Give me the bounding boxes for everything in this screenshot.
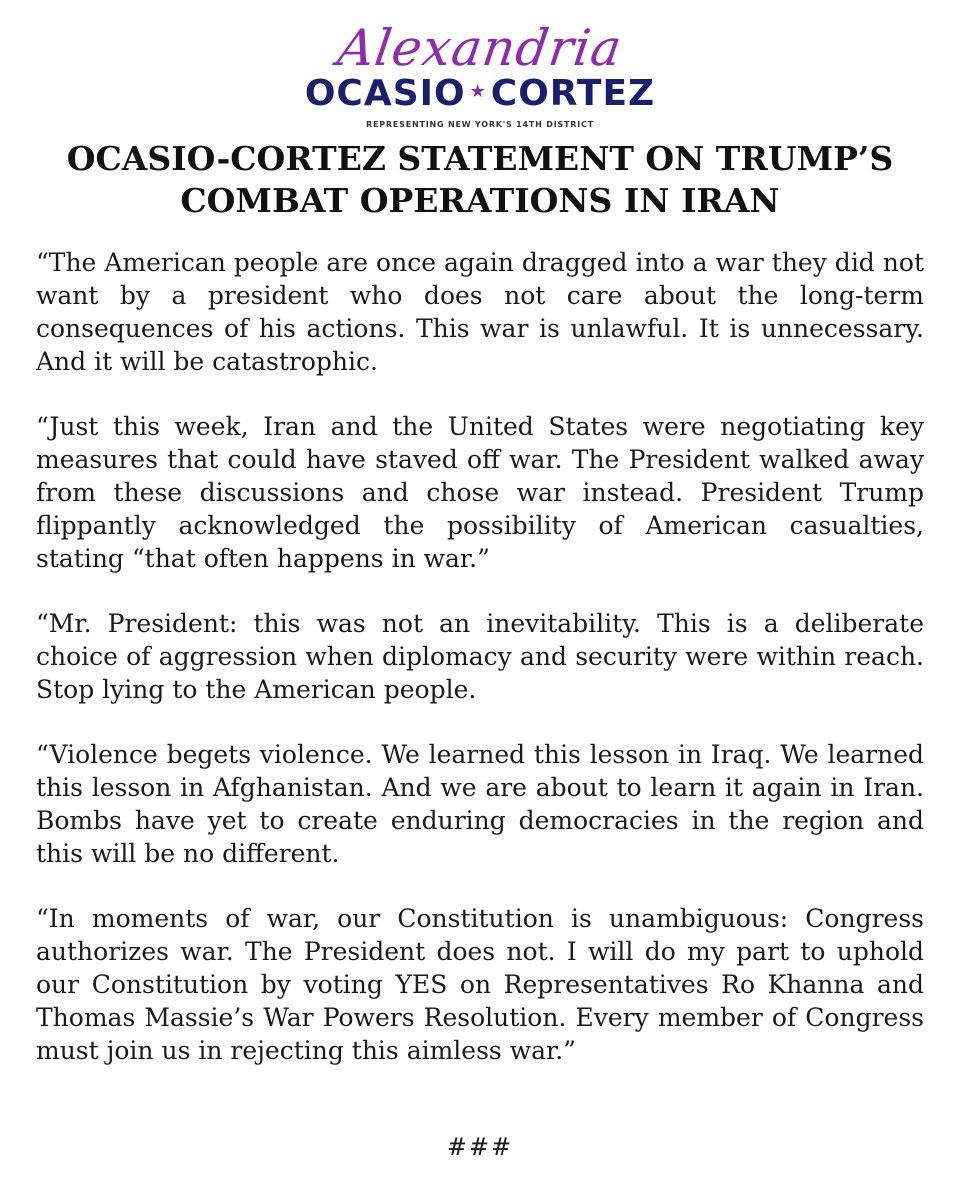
statement-paragraph-4: “Violence begets violence. We learned this lesson in Iraq. We learned this lesson in Afghanistan. And we are about to learn it again in Iran. Bombs have yet to create enduring democracies in the region and this will be no different. xyxy=(36,740,924,868)
logo-surname-right: CORTEZ xyxy=(490,73,656,114)
campaign-logo xyxy=(0,14,960,129)
statement-headline: OCASIO-CORTEZ STATEMENT ON TRUMP’S COMBAT OPERATIONS IN IRAN xyxy=(66,139,894,220)
logo-surname-left: OCASIO xyxy=(304,73,466,114)
statement-body xyxy=(36,246,924,1099)
logo-script-name: Alexandria xyxy=(334,19,626,77)
logo-tagline: REPRESENTING NEW YORK'S 14TH DISTRICT xyxy=(366,120,594,129)
statement-paragraph-5: “In moments of war, our Constitution is unambiguous: Congress authorizes war. The President does not. I will do my part to uphold our Constitution by voting YES on Representatives Ro Khanna and Thomas Massie’s War Powers Resolution. Every member of Congress must join us in rejecting this aimless war.” xyxy=(36,904,924,1065)
end-mark: ### xyxy=(446,1133,514,1161)
statement-paragraph-1: “The American people are once again dragged into a war they did not want by a president who does not care about the long-term consequences of his actions. This war is unlawful. It is unnecessary. And it will be catastrophic. xyxy=(36,248,924,376)
star-icon: ★ xyxy=(469,81,487,102)
statement-paragraph-3: “Mr. President: this was not an inevitability. This is a deliberate choice of aggression when diplomacy and security were within reach. Stop lying to the American people. xyxy=(36,609,924,704)
statement-paragraph-2: “Just this week, Iran and the United States were negotiating key measures that could have staved off war. The President walked away from these discussions and chose war instead. President Trump flippantly acknowledged the possibility of American casualties, stating “that often happens in war.” xyxy=(36,412,924,573)
logo-surname xyxy=(0,74,960,115)
